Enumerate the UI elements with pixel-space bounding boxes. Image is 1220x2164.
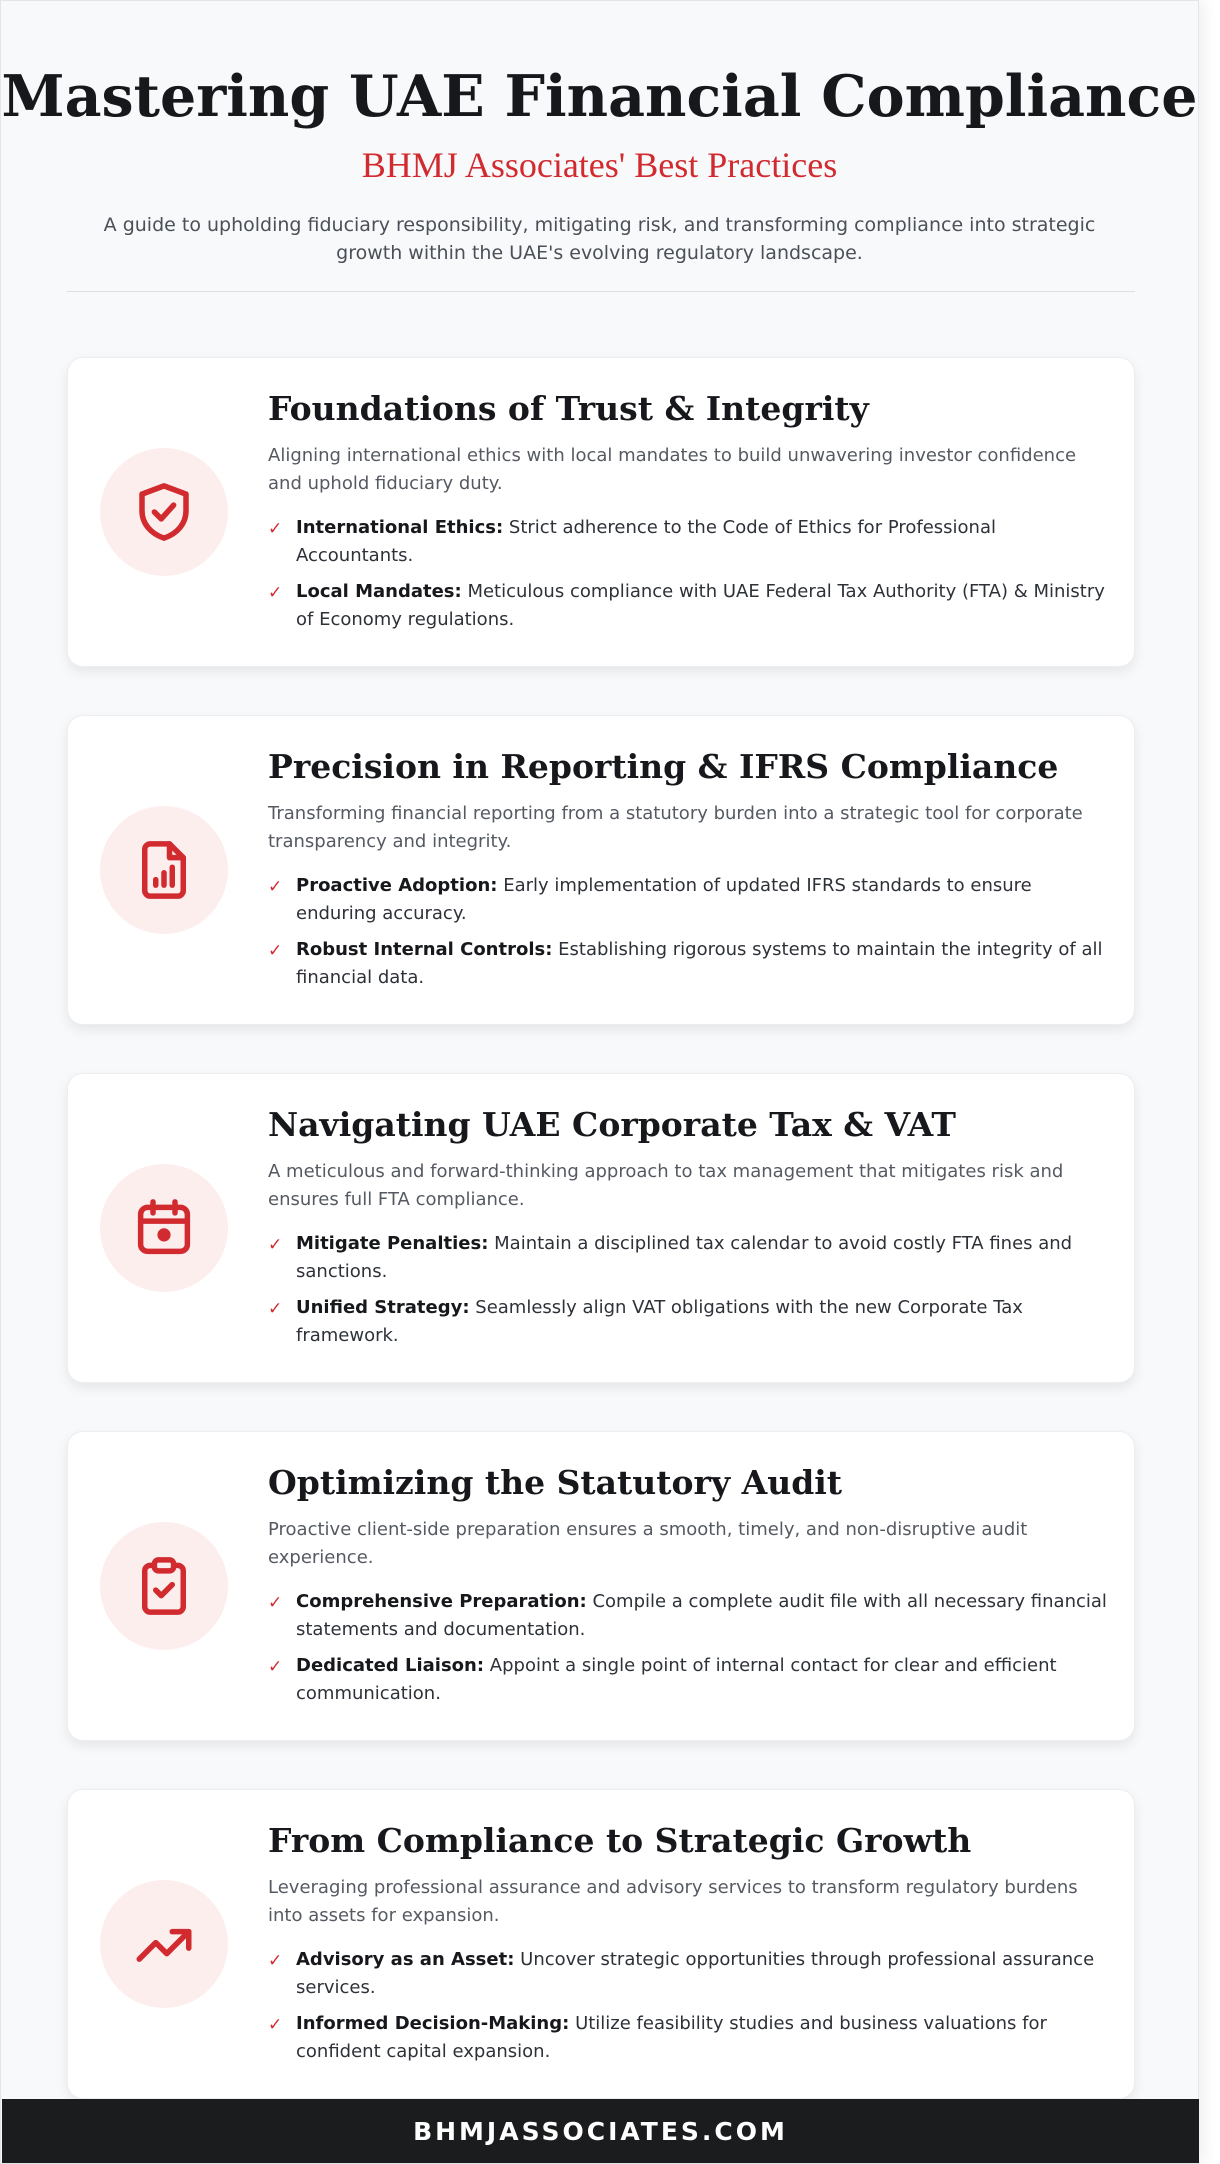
section-card-trust	[67, 357, 1135, 667]
bullet-label: Advisory as an Asset:	[296, 1949, 515, 1970]
bullet-label: Comprehensive Preparation:	[296, 1591, 587, 1612]
page-header	[1, 1, 1198, 267]
bullet-item	[268, 578, 1108, 634]
bullet-text: Establishing rigorous systems to maintain the integrity of all financial data.	[296, 939, 1103, 988]
section-description: Leveraging professional assurance and advisory services to transform regulatory burdens into assets for expansion.	[268, 1877, 1078, 1926]
section-description: Aligning international ethics with local mandates to build unwavering investor confidence and uphold fiduciary duty.	[268, 445, 1077, 494]
bullet-label: Proactive Adoption:	[296, 875, 498, 896]
shield-check-icon	[100, 448, 228, 576]
section-bullets	[268, 1946, 1108, 2066]
bullet-item	[268, 1294, 1108, 1350]
section-title: Precision in Reporting & IFRS Compliance	[268, 747, 1059, 786]
bullet-text: Strict adherence to the Code of Ethics for Professional Accountants.	[296, 517, 996, 566]
section-bullets	[268, 1588, 1108, 1708]
page-subtitle: BHMJ Associates' Best Practices	[361, 145, 838, 185]
section-description: Proactive client-side preparation ensures a smooth, timely, and non-disruptive audit experience.	[268, 1519, 1028, 1568]
bullet-text: Uncover strategic opportunities through professional assurance services.	[296, 1949, 1095, 1998]
section-title: Navigating UAE Corporate Tax & VAT	[268, 1105, 956, 1144]
section-card-growth	[67, 1789, 1135, 2099]
trending-up-icon	[100, 1880, 228, 2008]
footer-bar	[2, 2099, 1199, 2163]
check-icon: ✓	[268, 1951, 283, 1971]
check-icon: ✓	[268, 1657, 283, 1677]
bullet-item	[268, 514, 1108, 570]
section-bullets	[268, 1230, 1108, 1350]
bullet-label: Robust Internal Controls:	[296, 939, 553, 960]
bullet-label: Unified Strategy:	[296, 1297, 470, 1318]
bullet-text: Utilize feasibility studies and business valuations for confident capital expansion.	[296, 2013, 1047, 2062]
document-chart-icon	[100, 806, 228, 934]
bullet-text: Seamlessly align VAT obligations with the new Corporate Tax framework.	[296, 1297, 1023, 1346]
bullet-item	[268, 1588, 1108, 1644]
section-description: Transforming financial reporting from a statutory burden into a strategic tool for corporate transparency and integrity.	[268, 803, 1083, 852]
section-title: Foundations of Trust & Integrity	[268, 389, 869, 428]
bullet-text: Meticulous compliance with UAE Federal Tax Authority (FTA) & Ministry of Economy regulations.	[296, 581, 1105, 630]
bullet-item	[268, 936, 1108, 992]
bullet-item	[268, 1946, 1108, 2002]
check-icon: ✓	[268, 877, 283, 897]
bullet-label: Mitigate Penalties:	[296, 1233, 489, 1254]
bullet-label: Dedicated Liaison:	[296, 1655, 485, 1676]
check-icon: ✓	[268, 1235, 283, 1255]
section-bullets	[268, 514, 1108, 634]
check-icon: ✓	[268, 2015, 283, 2035]
footer-website-link[interactable]: BHMJASSOCIATES.COM	[413, 2116, 788, 2146]
clipboard-check-icon	[100, 1522, 228, 1650]
section-card-reporting	[67, 715, 1135, 1025]
bullet-label: Local Mandates:	[296, 581, 462, 602]
bullet-text: Appoint a single point of internal contact for clear and efficient communication.	[296, 1655, 1057, 1704]
calendar-icon	[100, 1164, 228, 1292]
bullet-label: Informed Decision-Making:	[296, 2013, 570, 2034]
section-card-tax	[67, 1073, 1135, 1383]
header-divider	[67, 291, 1135, 292]
bullet-text: Maintain a disciplined tax calendar to avoid costly FTA fines and sanctions.	[296, 1233, 1073, 1282]
page-intro: A guide to upholding fiduciary responsibility, mitigating risk, and transforming compliance into strategic growth within the UAE's evolving regulatory landscape.	[103, 214, 1096, 264]
section-card-audit	[67, 1431, 1135, 1741]
page-title: Mastering UAE Financial Compliance	[1, 63, 1198, 130]
check-icon: ✓	[268, 583, 283, 603]
section-title: Optimizing the Statutory Audit	[268, 1463, 843, 1502]
check-icon: ✓	[268, 519, 283, 539]
bullet-item	[268, 1652, 1108, 1708]
bullet-item	[268, 872, 1108, 928]
section-title: From Compliance to Strategic Growth	[268, 1821, 972, 1860]
check-icon: ✓	[268, 1299, 283, 1319]
bullet-item	[268, 2010, 1108, 2066]
check-icon: ✓	[268, 941, 283, 961]
bullet-label: International Ethics:	[296, 517, 504, 538]
bullet-item	[268, 1230, 1108, 1286]
section-description: A meticulous and forward-thinking approach to tax management that mitigates risk and ensures full FTA compliance.	[268, 1161, 1064, 1210]
check-icon: ✓	[268, 1593, 283, 1613]
bullet-text: Compile a complete audit file with all necessary financial statements and documentation.	[296, 1591, 1107, 1640]
bullet-text: Early implementation of updated IFRS standards to ensure enduring accuracy.	[296, 875, 1032, 924]
section-bullets	[268, 872, 1108, 992]
